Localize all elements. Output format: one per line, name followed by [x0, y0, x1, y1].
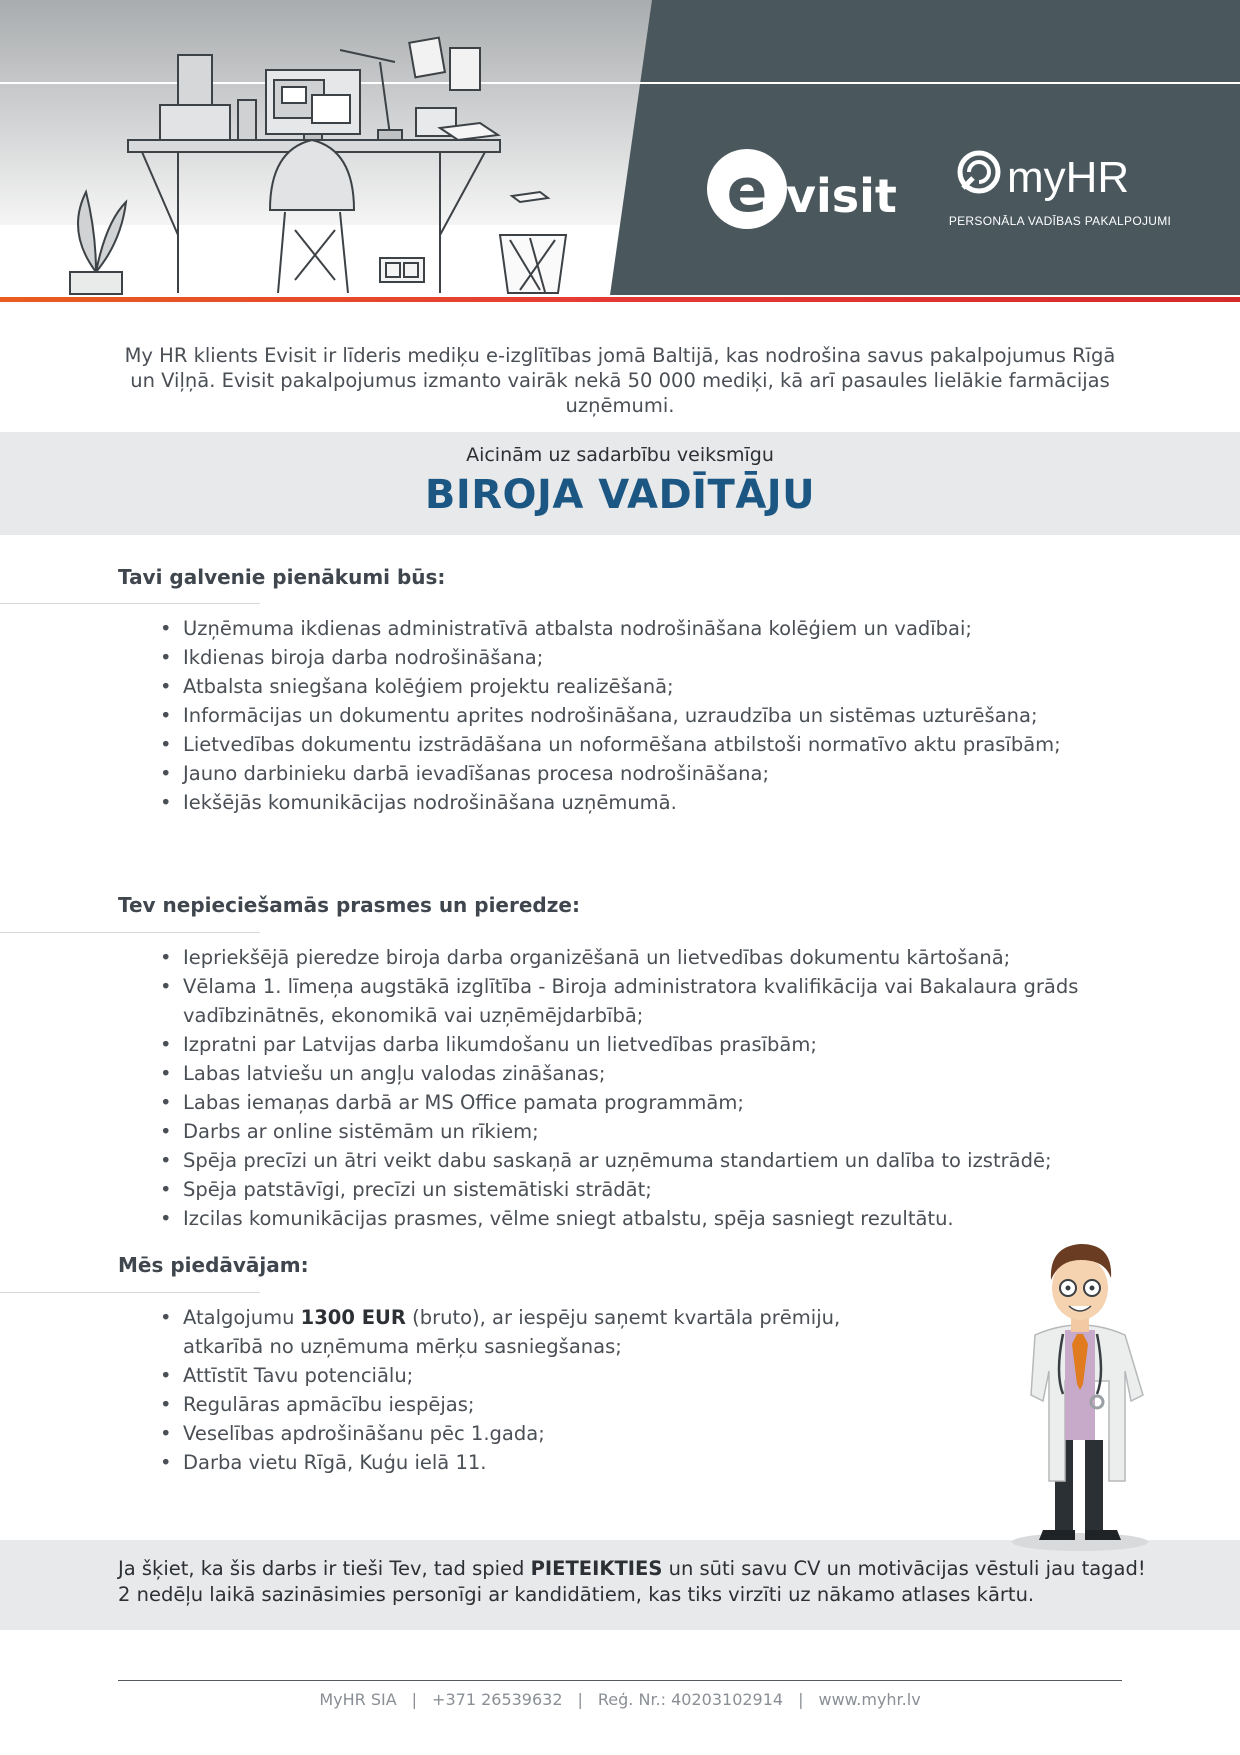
evisit-logo-e: e — [726, 156, 768, 226]
evisit-logo — [706, 148, 897, 230]
footer-company: MyHR SIA — [319, 1690, 397, 1709]
list-item: • Spēja precīzi un ātri veikt dabu saskaņā ar uzņēmuma standartiem un dalība to izstrādē; — [160, 1149, 1052, 1172]
cta-text: Ja šķiet, ka šis darbs ir tieši Tev, tad spied PIETEIKTIES un sūti savu CV un motivācijas vēstuli jau tagad! 2 nedēļu laikā sazināsimies personīgi ar kandidātiem, kas tiks virzīti uz nākamo atlases kārtu. — [118, 1557, 1146, 1606]
list-item: • Izpratni par Latvijas darba likumdošanu un lietvedības prasībām; — [160, 1033, 817, 1056]
skills-list — [160, 943, 1090, 1233]
list-item: • Iekšējās komunikācijas nodrošināšana uzņēmumā. — [160, 791, 677, 814]
offer-heading: Mēs piedāvājam: — [118, 1253, 309, 1277]
apply-keyword: PIETEIKTIES — [530, 1557, 663, 1580]
offer-divider — [0, 1292, 260, 1293]
header-banner — [0, 0, 1240, 300]
list-item: • Uzņēmuma ikdienas administratīvā atbalsta nodrošināšana kolēģiem un vadībai; — [160, 617, 972, 640]
duties-heading: Tavi galvenie pienākumi būs: — [118, 565, 446, 589]
footer-phone: +371 26539632 — [432, 1690, 563, 1709]
evisit-logo-text: visit — [786, 169, 897, 223]
salary-amount: 1300 EUR — [300, 1306, 406, 1329]
intro-paragraph: My HR klients Evisit ir līderis mediķu e-izglītības jomā Baltijā, kas nodrošina savus pakalpojumus Rīgā un Viļņā. Evisit pakalpojumus izmanto vairāk nekā 50 000 mediķi, kā arī pasaules lielākie farmācijas uzņēmumi. — [124, 344, 1116, 417]
list-item: • Ikdienas biroja darba nodrošināšana; — [160, 646, 544, 669]
list-item: • Regulāras apmācību iespējas; — [160, 1393, 475, 1416]
duties-divider — [0, 603, 260, 604]
doctor-illustration — [1005, 1230, 1155, 1555]
list-item: • Izcilas komunikācijas prasmes, vēlme sniegt atbalstu, spēja sasniegt rezultātu. — [160, 1207, 954, 1230]
footer: MyHR SIA | +371 26539632 | Reģ. Nr.: 40203102914 | www.myhr.lv — [319, 1690, 921, 1709]
list-item: • Vēlama 1. līmeņa augstākā izglītība - Biroja administratora kvalifikācija vai Bakalaura grāds vadībzinātnēs, ekonomikā vai uzņēmējdarbībā; — [160, 975, 1079, 1027]
list-item: • Darba vietu Rīgā, Kuģu ielā 11. — [160, 1451, 487, 1474]
list-item: • Spēja patstāvīgi, precīzi un sistemātiski strādāt; — [160, 1178, 652, 1201]
duties-list — [160, 614, 1090, 817]
myhr-tagline: PERSONĀLA VADĪBAS PAKALPOJUMI — [948, 214, 1172, 228]
list-item: • Labas iemaņas darbā ar MS Office pamata programmām; — [160, 1091, 744, 1114]
list-item: • Lietvedības dokumentu izstrādāšana un noformēšana atbilstoši normatīvo aktu prasībām; — [160, 733, 1061, 756]
myhr-logo-text: myHR — [1007, 153, 1130, 202]
footer-reg: Reģ. Nr.: 40203102914 — [597, 1690, 784, 1709]
list-item: • Informācijas un dokumentu aprites nodrošināšana, uzraudzība un sistēmas uzturēšana; — [160, 704, 1038, 727]
list-item: • Iepriekšējā pieredze biroja darba organizēšanā un lietvedības dokumentu kārtošanā; — [160, 946, 1011, 969]
skills-heading: Tev nepieciešamās prasmes un pieredze: — [118, 893, 580, 917]
offer-list — [160, 1303, 920, 1477]
footer-divider — [118, 1680, 1122, 1681]
myhr-logo — [955, 148, 1165, 208]
list-item-salary: • Atalgojumu 1300 EUR (bruto), ar iespēju saņemt kvartāla prēmiju, atkarībā no uzņēmuma mērķu sasniegšanas; — [160, 1306, 841, 1358]
list-item: • Attīstīt Tavu potenciālu; — [160, 1364, 414, 1387]
list-item: • Veselības apdrošināšanu pēc 1.gada; — [160, 1422, 545, 1445]
job-title: BIROJA VADĪTĀJU — [424, 472, 816, 518]
footer-web-link[interactable]: www.myhr.lv — [818, 1690, 921, 1709]
list-item: • Labas latviešu un angļu valodas zināšanas; — [160, 1062, 606, 1085]
job-subtitle: Aicinām uz sadarbību veiksmīgu — [466, 444, 774, 466]
list-item: • Jauno darbinieku darbā ievadīšanas procesa nodrošināšana; — [160, 762, 770, 785]
header-accent-line — [0, 297, 1240, 302]
skills-divider — [0, 932, 260, 933]
list-item: • Darbs ar online sistēmām un rīkiem; — [160, 1120, 539, 1143]
list-item: • Atbalsta sniegšana kolēģiem projektu realizēšanā; — [160, 675, 674, 698]
